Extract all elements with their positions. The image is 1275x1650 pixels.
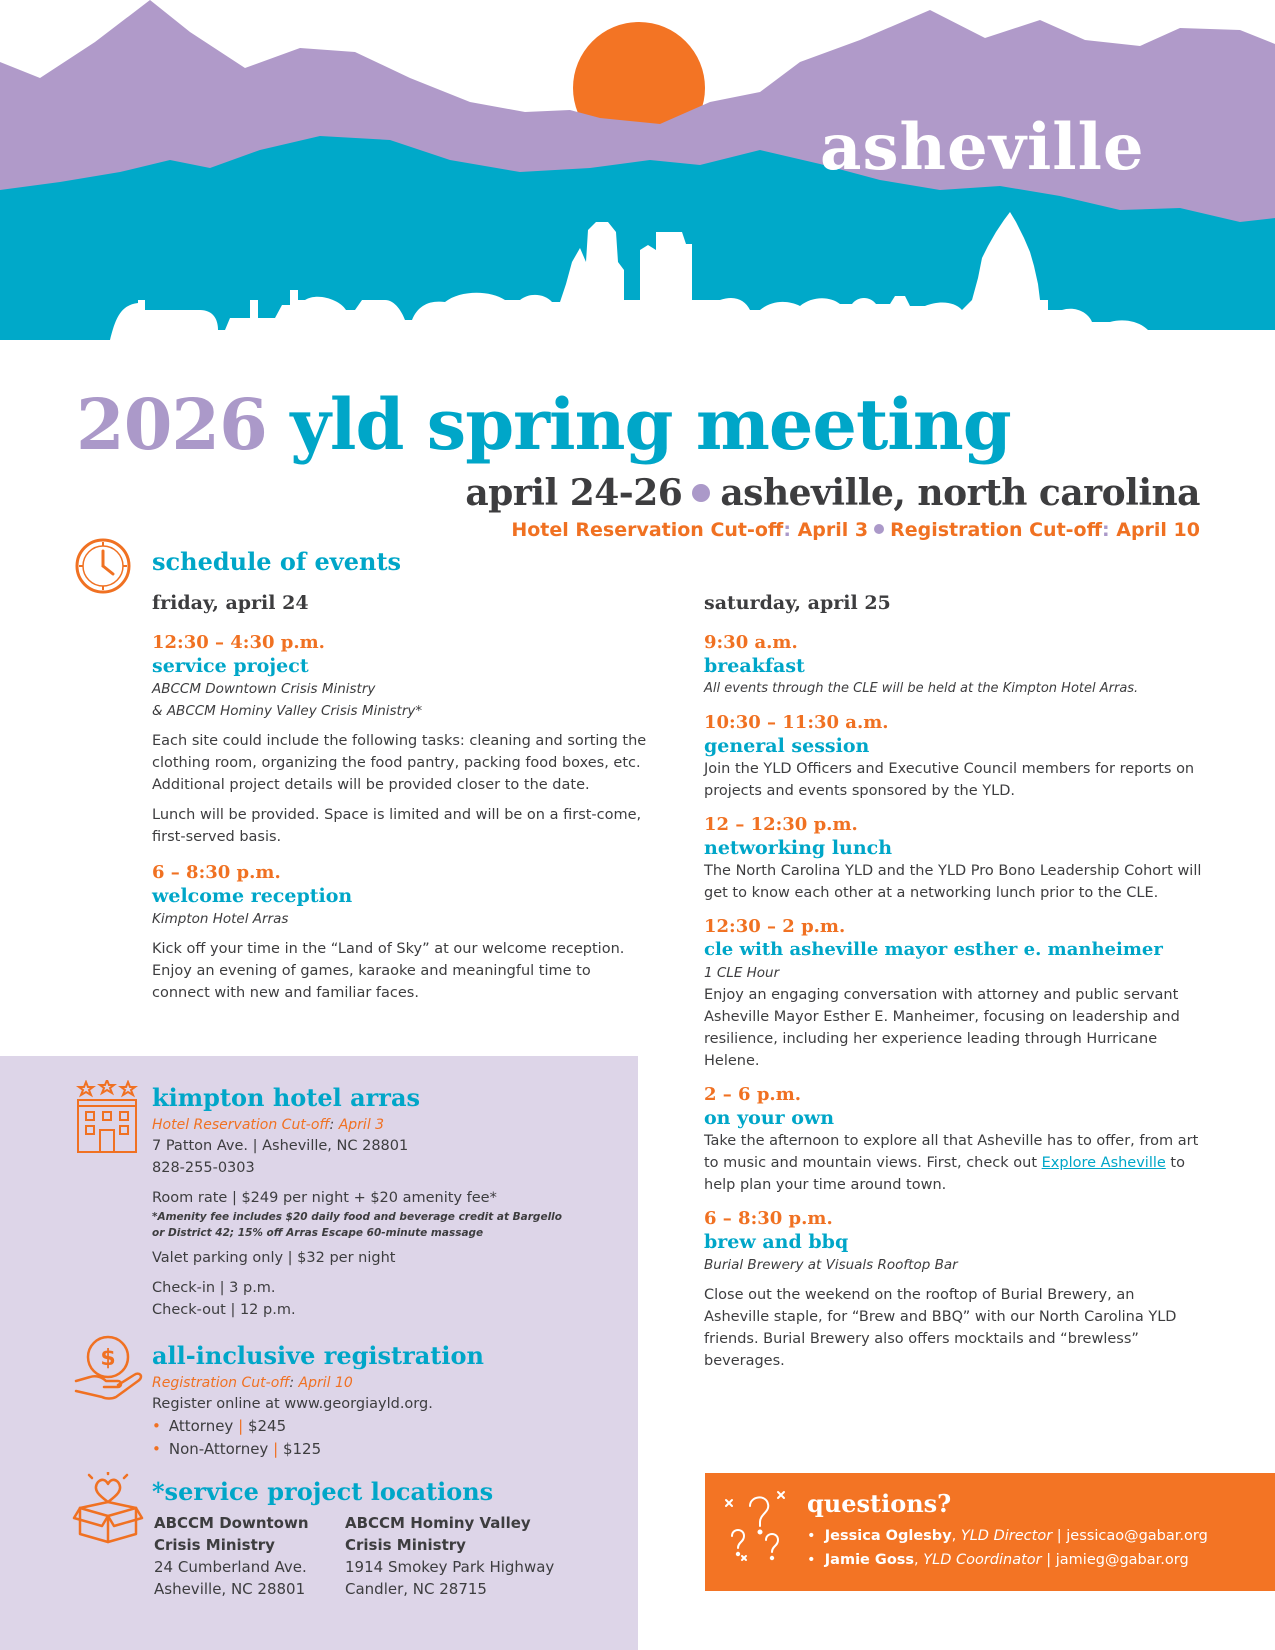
event-time: 9:30 a.m.	[704, 632, 798, 653]
page-title	[76, 383, 1011, 466]
event-note: 1 CLE Hour	[704, 965, 780, 981]
event-dates: april 24-26	[465, 472, 683, 514]
contacts-list	[807, 1524, 1208, 1572]
event-cle	[704, 916, 1204, 1072]
registration-cutoff: Registration Cut-off: April 10	[152, 1375, 353, 1391]
title-year: 2026	[76, 383, 267, 466]
explore-asheville-link[interactable]: Explore Asheville	[1041, 1155, 1166, 1171]
friday-day-heading: friday, april 24	[152, 592, 309, 614]
event-time: 12:30 – 4:30 p.m.	[152, 632, 325, 653]
event-description: Kick off your time in the “Land of Sky” at our welcome reception. Enjoy an evening of games, karaoke and meaningful time to connect with new and familiar faces.	[152, 941, 625, 1001]
valet-parking: Valet parking only | $32 per night	[152, 1250, 396, 1266]
event-networking-lunch	[704, 814, 1204, 904]
questions-heading: questions?	[807, 1489, 952, 1518]
event-description: The North Carolina YLD and the YLD Pro Bono Leadership Cohort will get to know each other at a networking lunch prior to the CLE.	[704, 863, 1202, 901]
reg-cutoff-date: April 10	[1116, 519, 1200, 541]
price-item: • Attorney | $245	[152, 1417, 287, 1435]
saturday-column	[704, 592, 1204, 1372]
event-breakfast	[704, 632, 1204, 700]
event-time: 2 – 6 p.m.	[704, 1084, 802, 1105]
event-time: 6 – 8:30 p.m.	[152, 862, 281, 883]
event-time: 12:30 – 2 p.m.	[704, 916, 846, 937]
clock-icon	[74, 537, 132, 595]
event-name: on your own	[704, 1107, 835, 1129]
event-description: Close out the weekend on the rooftop of Burial Brewery, an Asheville staple, for “Brew and BBQ” with our North Carolina YLD friends. Burial Brewery also offers mocktails and “brewless” beverages.	[704, 1287, 1177, 1369]
event-location: Kimpton Hotel Arras	[152, 911, 289, 927]
date-location-line	[465, 472, 1200, 514]
hotel-cutoff-date: April 3	[797, 519, 869, 541]
event-name: breakfast	[704, 655, 805, 677]
city-title: asheville	[820, 110, 1145, 185]
price-item: • Non-Attorney | $125	[152, 1440, 322, 1458]
hotel-address: 7 Patton Ave. | Asheville, NC 28801	[152, 1138, 409, 1154]
hotel-heading: kimpton hotel arras	[152, 1083, 421, 1112]
event-on-your-own	[704, 1084, 1204, 1196]
event-name: brew and bbq	[704, 1231, 849, 1253]
event-location: ABCCM Downtown Crisis Ministry	[152, 681, 376, 697]
title-event-name: yld spring meeting	[290, 383, 1011, 466]
register-online: Register online at www.georgiayld.org.	[152, 1396, 433, 1412]
event-brew-and-bbq	[704, 1208, 1204, 1372]
hotel-details	[152, 1115, 622, 1321]
check-out: Check-out | 12 p.m.	[152, 1302, 296, 1318]
event-name: service project	[152, 655, 309, 677]
registration-heading: all-inclusive registration	[152, 1341, 484, 1370]
event-name: welcome reception	[152, 885, 353, 907]
event-location: & ABCCM Hominy Valley Crisis Ministry*	[152, 703, 423, 719]
event-name: general session	[704, 735, 870, 757]
hotel-icon	[72, 1080, 142, 1154]
hotel-cutoff-label: Hotel Reservation Cut-off	[511, 519, 784, 541]
event-location: asheville, north carolina	[720, 472, 1200, 514]
event-name: networking lunch	[704, 837, 893, 859]
location-site: ABCCM Downtown Crisis Ministry 24 Cumberland Ave. Asheville, NC 28801	[154, 1514, 309, 1598]
event-location: Burial Brewery at Visuals Rooftop Bar	[704, 1257, 958, 1273]
event-description: Join the YLD Officers and Executive Council members for reports on projects and events sponsored by the YLD.	[704, 761, 1195, 799]
heart-box-icon	[72, 1472, 144, 1544]
amenity-note: *Amenity fee includes $20 daily food and beverage credit at Bargello	[152, 1211, 562, 1223]
amenity-note: or District 42; 15% off Arras Escape 60-minute massage	[152, 1227, 484, 1239]
event-description: Each site could include the following tasks: cleaning and sorting the clothing room, organizing the food pantry, packing food boxes, etc. Additional project details will be provided closer to the date.	[152, 733, 647, 793]
event-welcome-reception	[152, 862, 652, 1004]
locations-heading: *service project locations	[152, 1477, 494, 1506]
question-marks-icon	[722, 1488, 792, 1564]
event-description: Enjoy an engaging conversation with attorney and public servant Asheville Mayor Esther E. Manheimer, focusing on leadership and resilience, including her experience leading through Hurricane Helene.	[704, 987, 1180, 1069]
hotel-cutoff: Hotel Reservation Cut-off: April 3	[152, 1117, 385, 1133]
event-time: 12 – 12:30 p.m.	[704, 814, 858, 835]
contact-item: • Jamie Goss, YLD Coordinator | jamieg@gabar.org	[807, 1552, 1189, 1568]
friday-column	[152, 592, 652, 1004]
contact-email[interactable]: jessicao@gabar.org	[1066, 1528, 1208, 1544]
mountain-skyline-illustration	[0, 0, 1275, 370]
event-description: Take the afternoon to explore all that Asheville has to offer, from art to music and mountain views. First, check out Explore Asheville to help plan your time around town.	[704, 1133, 1199, 1193]
registration-details	[152, 1373, 622, 1461]
event-general-session	[704, 712, 1204, 802]
location-site: ABCCM Hominy Valley Crisis Ministry 1914 Smokey Park Highway Candler, NC 28715	[345, 1514, 555, 1598]
event-time: 6 – 8:30 p.m.	[704, 1208, 833, 1229]
hotel-phone: 828-255-0303	[152, 1160, 255, 1176]
separator-dot	[874, 524, 884, 534]
money-hand-icon	[72, 1333, 144, 1403]
reg-cutoff-label: Registration Cut-off	[890, 519, 1102, 541]
cutoff-line: Hotel Reservation Cut-off: April 3 Registration Cut-off: April 10	[511, 519, 1200, 541]
schedule-heading: schedule of events	[152, 547, 402, 576]
event-note: All events through the CLE will be held at the Kimpton Hotel Arras.	[704, 681, 1139, 696]
contact-email[interactable]: jamieg@gabar.org	[1055, 1552, 1189, 1568]
svg-text:$: $	[100, 1346, 116, 1371]
event-service-project	[152, 632, 652, 848]
separator-dot	[692, 484, 710, 502]
contact-item: • Jessica Oglesby, YLD Director | jessicao@gabar.org	[807, 1528, 1208, 1544]
event-time: 10:30 – 11:30 a.m.	[704, 712, 889, 733]
event-description: Lunch will be provided. Space is limited and will be on a first-come, first-served basis.	[152, 807, 642, 845]
check-in: Check-in | 3 p.m.	[152, 1280, 276, 1296]
event-name: cle with asheville mayor esther e. manheimer	[704, 939, 1163, 960]
room-rate: Room rate | $249 per night + $20 amenity fee*	[152, 1190, 497, 1206]
saturday-day-heading: saturday, april 25	[704, 592, 891, 614]
